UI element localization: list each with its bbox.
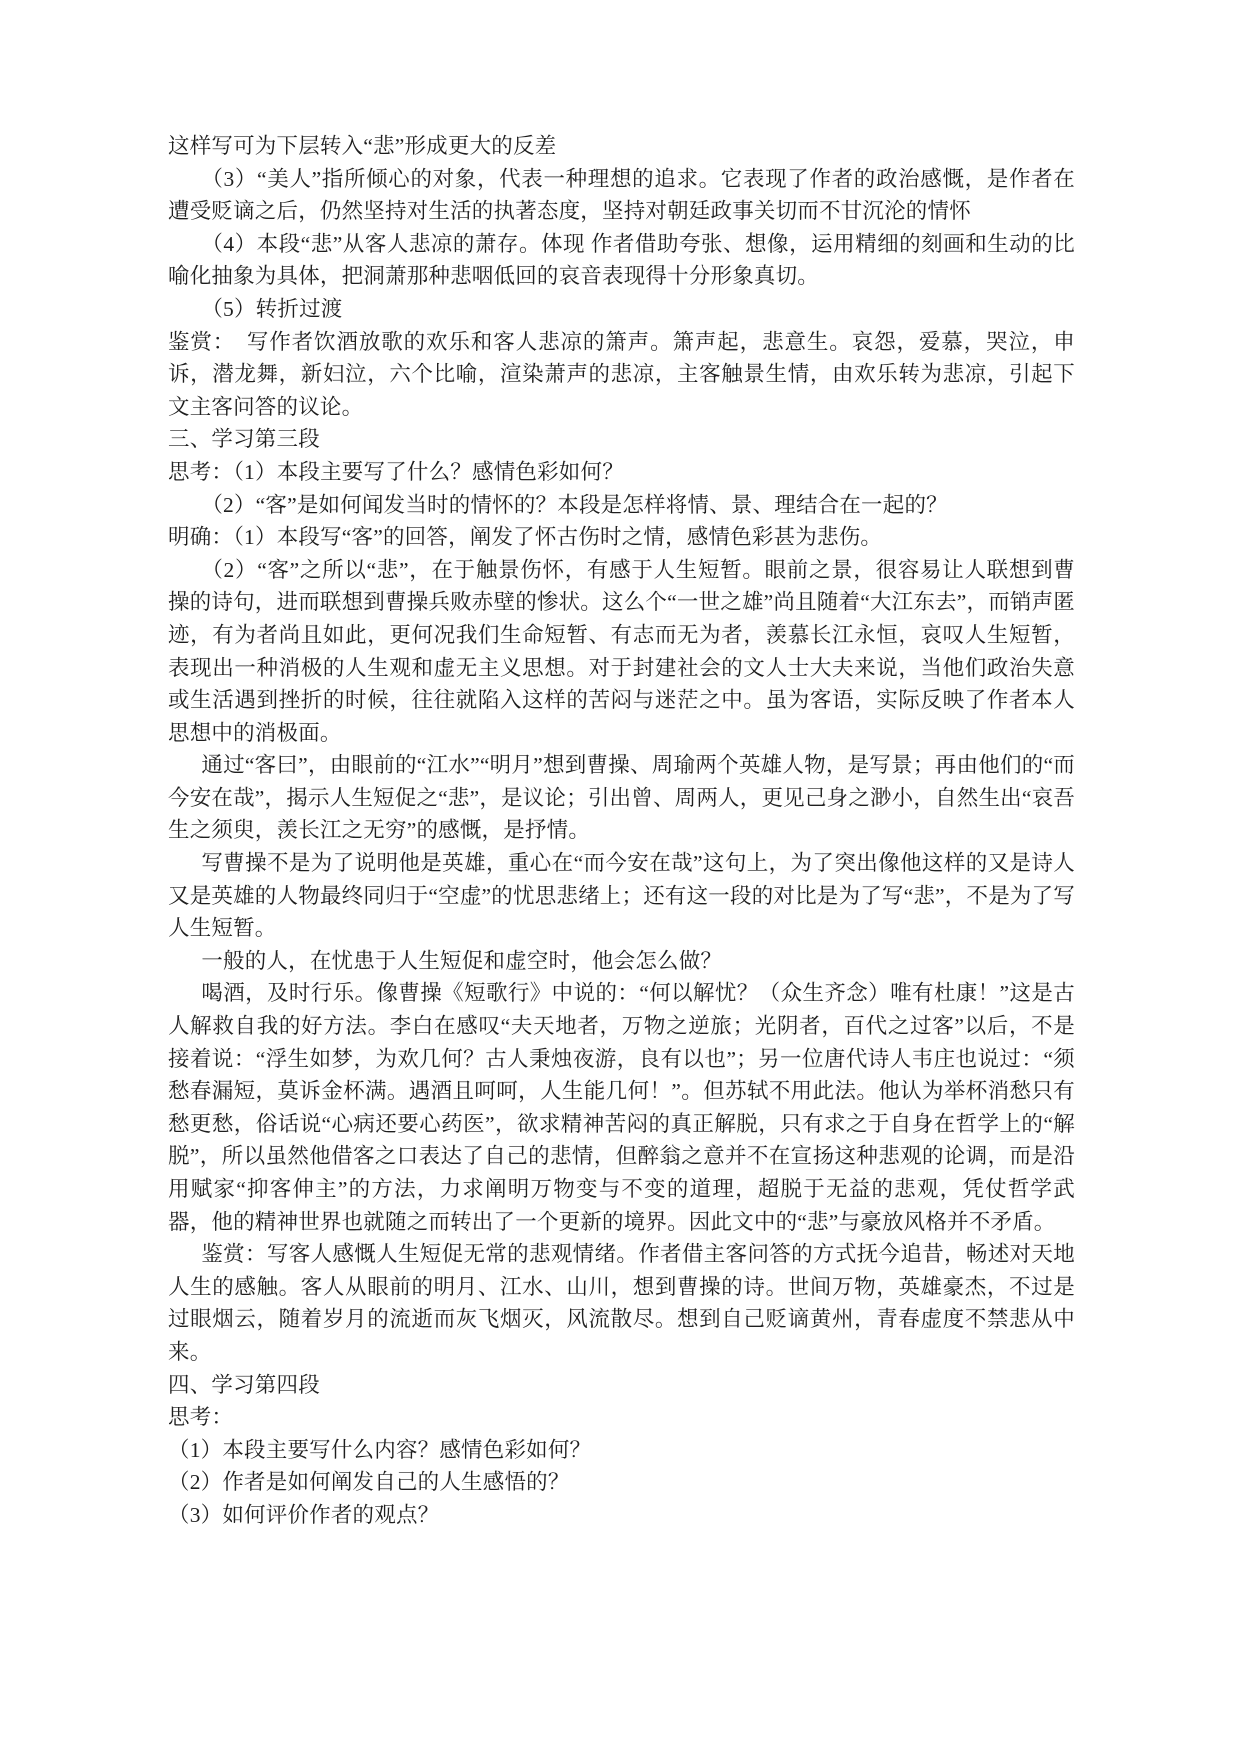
paragraph: （3）“美人”指所倾心的对象，代表一种理想的追求。它表现了作者的政治感慨，是作者在遭受贬谪之后，仍然坚持对生活的执著态度，坚持对朝廷政事关切而不甘沉沦的情怀 [168, 166, 1075, 224]
paragraph: 写曹操不是为了说明他是英雄，重心在“而今安在哉”这句上，为了突出像他这样的又是诗人又是英雄的人物最终同归于“空虚”的忧思悲绪上；还有这一段的对比是为了写“悲”，不是为了写人生短暂。 [168, 851, 1075, 941]
paragraph: 四、学习第四段 [168, 1372, 320, 1397]
paragraph: 鉴赏： 写作者饮酒放歌的欢乐和客人悲凉的箫声。箫声起，悲意生。哀怨，爱慕，哭泣，申诉，潜龙舞，新妇泣，六个比喻，渲染萧声的悲凉，主客触景生情，由欢乐转为悲凉，引起下文主客问答的议论。 [168, 329, 1075, 419]
document-text-block [168, 130, 1075, 1532]
paragraph: （2）“客”是如何闻发当时的情怀的？本段是怎样将情、景、理结合在一起的？ [201, 492, 948, 517]
paragraph: 鉴赏：写客人感慨人生短促无常的悲观情绪。作者借主客问答的方式抚今追昔，畅述对天地人生的感触。客人从眼前的明月、江水、山川，想到曹操的诗。世间万物，英雄豪杰，不过是过眼烟云，随着岁月的流逝而灰飞烟灭，风流散尽。想到自己贬谪黄州，青春虚度不禁悲从中来。 [168, 1242, 1075, 1364]
paragraph: 三、学习第三段 [168, 427, 320, 452]
paragraph: 这样写可为下层转入“悲”形成更大的反差 [168, 134, 557, 158]
paragraph: （2）作者是如何阐发自己的人生感悟的？ [168, 1470, 570, 1495]
paragraph: 喝酒，及时行乐。像曹操《短歌行》中说的：“何以解忧？（众生齐念）唯有杜康！”这是古人解救自我的好方法。李白在感叹“夫天地者，万物之逆旅；光阴者，百代之过客”以后，不是接着说：“浮生如梦，为欢几何？古人秉烛夜游，良有以也”；另一位唐代诗人韦庄也说过：“须愁春漏短，莫诉金杯满。遇酒且呵呵，人生能几何！”。但苏轼不用此法。他认为举杯消愁只有愁更愁，俗话说“心病还要心药医”，欲求精神苦闷的真正解脱，只有求之于自身在哲学上的“解脱”，所以虽然他借客之口表达了自己的悲情，但醉翁之意并不在宣扬这种悲观的论调，而是沿用赋家“抑客伸主”的方法，力求阐明万物变与不变的道理，超脱于无益的悲观，凭仗哲学武器，他的精神世界也就随之而转出了一个更新的境界。因此文中的“悲”与豪放风格并不矛盾。 [168, 981, 1075, 1234]
paragraph: （5）转折过渡 [201, 296, 343, 321]
paragraph: 一般的人，在忧患于人生短促和虚空时，他会怎么做？ [201, 948, 723, 973]
paragraph: 思考： [168, 1405, 234, 1430]
paragraph: 明确：（1）本段写“客”的回答，阐发了怀古伤时之情，感情色彩甚为悲伤。 [168, 525, 883, 550]
paragraph: （4）本段“悲”从客人悲凉的萧存。体现 作者借助夸张、想像，运用精细的刻画和生动的比喻化抽象为具体，把洞萧那种悲咽低回的哀音表现得十分形象真切。 [168, 231, 1075, 289]
paragraph: 通过“客曰”，由眼前的“江水”“明月”想到曹操、周瑜两个英雄人物，是写景；再由他们的“而今安在哉”，揭示人生短促之“悲”，是议论；引出曾、周两人，更见己身之渺小，自然生出“哀吾生之须臾，羡长江之无穷”的感慨，是抒情。 [168, 753, 1075, 843]
paragraph: （2）“客”之所以“悲”，在于触景伤怀，有感于人生短暂。眼前之景，很容易让人联想到曹操的诗句，进而联想到曹操兵败赤壁的惨状。这么个“一世之雄”尚且随着“大江东去”，而销声匿迹，有为者尚且如此，更何况我们生命短暂、有志而无为者，羡慕长江永恒，哀叹人生短暂，表现出一种消极的人生观和虚无主义思想。对于封建社会的文人士大夫来说，当他们政治失意或生活遇到挫折的时候，往往就陷入这样的苦闷与迷茫之中。虽为客语，实际反映了作者本人思想中的消极面。 [168, 557, 1075, 745]
paragraph: （1）本段主要写什么内容？感情色彩如何？ [168, 1437, 592, 1462]
paragraph: （3）如何评价作者的观点？ [168, 1502, 440, 1527]
paragraph: 思考：（1）本段主要写了什么？感情色彩如何？ [168, 459, 624, 484]
